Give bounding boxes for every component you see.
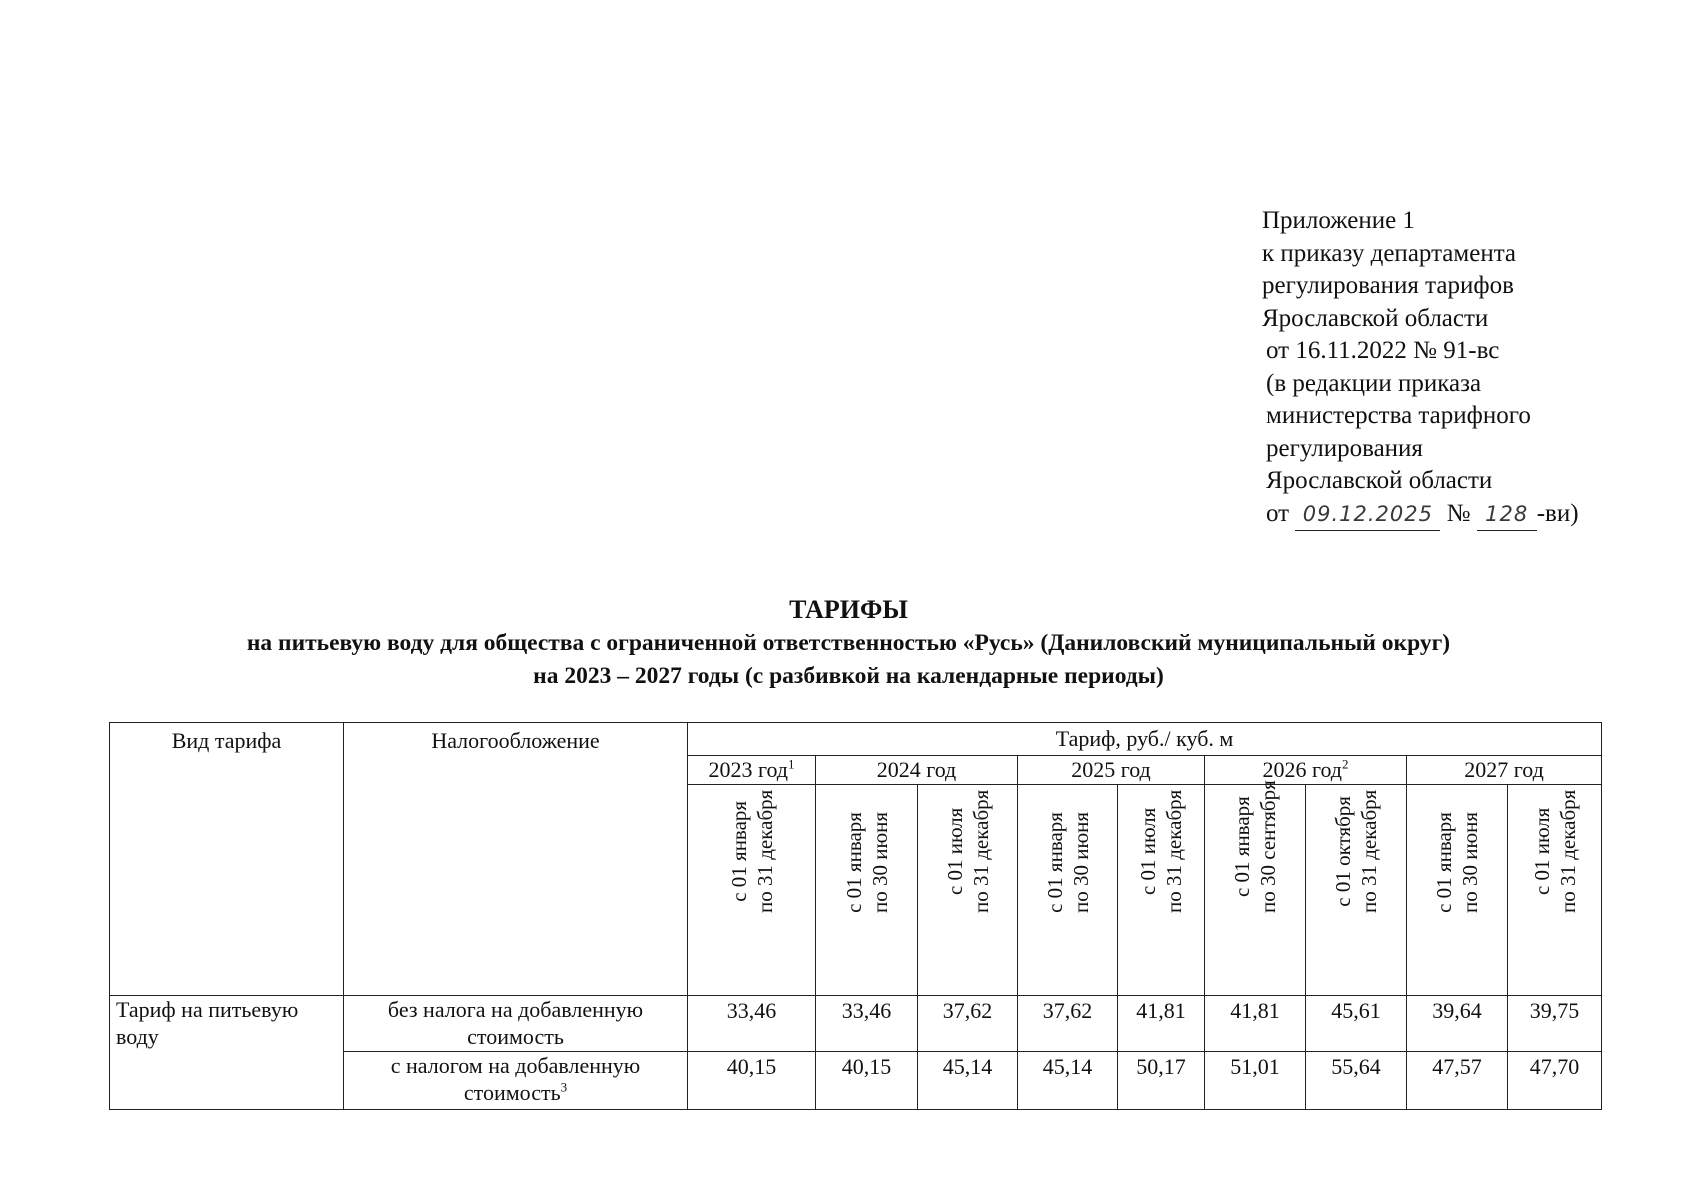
value-cell: 47,57 <box>1407 1052 1508 1110</box>
appendix-line: регулирования <box>1266 434 1423 462</box>
value-cell: 41,81 <box>1205 996 1306 1052</box>
year-label: 2027 год <box>1464 757 1544 782</box>
year-label: 2023 год <box>708 757 789 782</box>
period-to: по 31 декабря <box>968 789 993 913</box>
period-cell <box>1306 785 1407 996</box>
title-subtitle: на питьевую воду для общества с ограниченной ответственностью «Русь» (Даниловский муниципальный округ) <box>246 630 1451 656</box>
value-cell: 51,01 <box>1205 1052 1306 1110</box>
period-label <box>726 790 778 913</box>
period-from: с 01 октября <box>1331 796 1355 907</box>
period-to: по 30 июня <box>1068 811 1093 913</box>
tariff-table <box>109 722 1602 1110</box>
period-from: с 01 января <box>1432 812 1456 913</box>
period-label <box>1529 790 1581 913</box>
tax-cell: без налога на добавленную стоимость <box>344 996 688 1052</box>
period-label <box>841 812 893 913</box>
period-label <box>942 790 994 913</box>
period-label <box>1135 790 1187 913</box>
period-label <box>1431 812 1483 913</box>
value-cell: 39,64 <box>1407 996 1508 1052</box>
appendix-line: от 16.11.2022 № 91-вс <box>1266 337 1500 364</box>
appendix-line: (в редакции приказа <box>1266 369 1482 397</box>
period-cell <box>1205 780 1306 996</box>
period-from: с 01 июля <box>942 807 967 896</box>
value-cell: 39,75 <box>1508 996 1602 1052</box>
table-row <box>110 996 1602 1052</box>
title-period: на 2023 – 2027 годы (с разбивкой на календарные периоды) <box>533 663 1164 689</box>
year-label: 2026 год <box>1262 757 1343 782</box>
period-from: с 01 июля <box>1136 807 1160 896</box>
appendix-line: Приложение 1 <box>1262 207 1415 234</box>
period-cell <box>918 785 1018 996</box>
tariff-kind-cell: Тариф на питьевую воду <box>110 996 344 1110</box>
appendix-line: регулирования тарифов <box>1262 272 1514 299</box>
period-cell <box>816 785 918 996</box>
value-cell: 40,15 <box>816 1052 918 1110</box>
header-taxation: Налогообложение <box>344 723 688 996</box>
period-cell <box>688 785 816 996</box>
period-label <box>1042 812 1094 913</box>
header-row-tariff <box>110 723 1602 756</box>
appendix-line: министерства тарифного <box>1266 402 1531 429</box>
period-label <box>1330 790 1382 913</box>
period-to: по 30 сентября <box>1256 780 1280 913</box>
value-cell: 45,14 <box>1018 1052 1118 1110</box>
footnote-mark: 2 <box>1342 756 1349 772</box>
period-cell <box>1118 785 1205 996</box>
value-cell: 50,17 <box>1118 1052 1205 1110</box>
value-cell: 55,64 <box>1306 1052 1407 1110</box>
title-main: ТАРИФЫ <box>789 595 908 624</box>
period-from: с 01 января <box>1042 812 1067 913</box>
footnote-mark: 3 <box>560 1079 568 1095</box>
value-cell: 47,70 <box>1508 1052 1602 1110</box>
header-year-2025 <box>1018 756 1205 785</box>
value-cell: 37,62 <box>1018 996 1118 1052</box>
period-cell <box>1508 785 1602 996</box>
appendix-last-line <box>1262 498 1579 532</box>
footnote-mark: 1 <box>788 756 795 772</box>
period-from: с 01 июля <box>1529 807 1554 896</box>
value-cell: 40,15 <box>688 1052 816 1110</box>
header-tariff: Тариф, руб./ куб. м <box>688 723 1602 756</box>
handwritten-number: 128 <box>1477 498 1537 532</box>
appendix-header <box>1262 205 1579 531</box>
period-from: с 01 января <box>1230 796 1254 898</box>
order-suffix: -ви) <box>1536 499 1579 527</box>
period-from: с 01 января <box>726 800 751 902</box>
value-cell: 33,46 <box>688 996 816 1052</box>
value-cell: 37,62 <box>918 996 1018 1052</box>
header-year-2024 <box>816 756 1018 785</box>
document-title <box>0 593 1697 693</box>
period-to: по 31 декабря <box>752 789 777 913</box>
value-cell: 33,46 <box>816 996 918 1052</box>
value-cell: 41,81 <box>1118 996 1205 1052</box>
period-to: по 30 июня <box>1458 811 1482 913</box>
period-from: с 01 января <box>841 812 866 913</box>
period-label <box>1229 780 1281 913</box>
value-cell: 45,14 <box>918 1052 1018 1110</box>
period-to: по 31 декабря <box>1357 789 1381 913</box>
header-year-2023 <box>688 756 816 785</box>
year-label: 2024 год <box>876 757 957 782</box>
tax-cell <box>344 1052 688 1110</box>
period-to: по 31 декабря <box>1162 789 1186 913</box>
appendix-line: Ярославской области <box>1262 304 1489 332</box>
number-sign: № <box>1446 499 1471 527</box>
appendix-from-prefix: от <box>1266 499 1290 527</box>
header-year-2027 <box>1407 756 1602 785</box>
appendix-line: к приказу департамента <box>1262 239 1517 267</box>
year-label: 2025 год <box>1071 757 1151 782</box>
period-cell <box>1018 785 1118 996</box>
tax-label: с налогом на добавленную стоимость <box>390 1053 641 1105</box>
handwritten-date: 09.12.2025 <box>1295 498 1440 532</box>
period-to: по 31 декабря <box>1555 789 1580 913</box>
period-to: по 30 июня <box>867 811 892 913</box>
value-cell: 45,61 <box>1306 996 1407 1052</box>
appendix-line: Ярославской области <box>1266 467 1493 494</box>
period-cell <box>1407 785 1508 996</box>
header-kind: Вид тарифа <box>110 723 344 996</box>
